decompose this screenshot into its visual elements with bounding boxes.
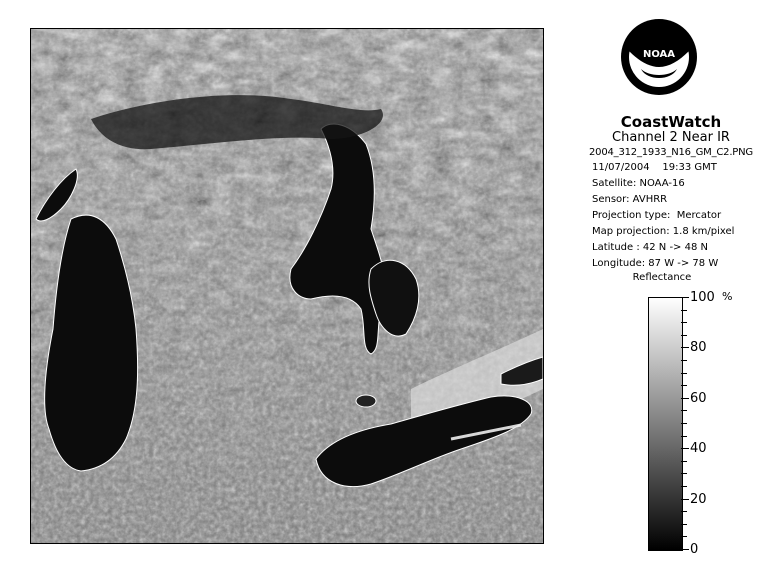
colorbar-minor-tick xyxy=(681,373,687,374)
page-title: CoastWatch xyxy=(620,113,722,131)
colorbar-tick-label: 20 xyxy=(690,492,707,507)
colorbar-tick-label: 40 xyxy=(690,441,707,456)
noaa-logo-text: NOAA xyxy=(642,49,676,60)
map-projection-info: Map projection: 1.8 km/pixel xyxy=(592,226,735,237)
colorbar-minor-tick xyxy=(681,322,687,323)
file-name: 2004_312_1933_N16_GM_C2.PNG xyxy=(589,147,753,158)
colorbar-major-tick xyxy=(681,297,689,298)
colorbar-tick-label: 80 xyxy=(690,340,707,355)
colorbar-major-tick xyxy=(681,499,689,500)
colorbar-minor-tick xyxy=(681,423,687,424)
date-value: 11/07/2004 xyxy=(592,162,650,173)
time-spacer xyxy=(650,162,663,173)
colorbar-minor-tick xyxy=(681,410,687,411)
channel-subtitle: Channel 2 Near IR xyxy=(612,130,730,145)
colorbar-tick-label: 60 xyxy=(690,391,707,406)
colorbar-major-tick xyxy=(681,448,689,449)
colorbar-major-tick xyxy=(681,549,689,550)
satellite-info: Satellite: NOAA-16 xyxy=(592,178,685,189)
colorbar-major-tick xyxy=(681,398,689,399)
lake-st-clair xyxy=(356,395,376,407)
longitude-info: Longitude: 87 W -> 78 W xyxy=(592,258,719,269)
colorbar-minor-tick xyxy=(681,310,687,311)
sensor-info: Sensor: AVHRR xyxy=(592,194,668,205)
colorbar-minor-tick xyxy=(681,486,687,487)
colorbar-minor-tick xyxy=(681,511,687,512)
colorbar-minor-tick xyxy=(681,335,687,336)
time-value: 19:33 GMT xyxy=(662,162,717,173)
colorbar-major-tick xyxy=(681,347,689,348)
colorbar-minor-tick xyxy=(681,473,687,474)
colorbar-minor-tick xyxy=(681,461,687,462)
colorbar-minor-tick xyxy=(681,524,687,525)
colorbar-minor-tick xyxy=(681,360,687,361)
colorbar-minor-tick xyxy=(681,436,687,437)
reflectance-colorbar xyxy=(648,297,683,551)
satellite-image xyxy=(30,28,544,544)
colorbar-tick-label: 0 xyxy=(690,542,699,557)
latitude-info: Latitude : 42 N -> 48 N xyxy=(592,242,708,253)
date-time-line xyxy=(592,162,717,173)
colorbar-unit: % xyxy=(722,290,733,303)
colorbar-tick-label: 100 xyxy=(690,290,715,305)
colorbar-minor-tick xyxy=(681,536,687,537)
colorbar-minor-tick xyxy=(681,385,687,386)
colorbar-label: Reflectance xyxy=(632,272,692,283)
noaa-logo xyxy=(619,17,699,109)
projection-type-info: Projection type: Mercator xyxy=(592,210,722,221)
